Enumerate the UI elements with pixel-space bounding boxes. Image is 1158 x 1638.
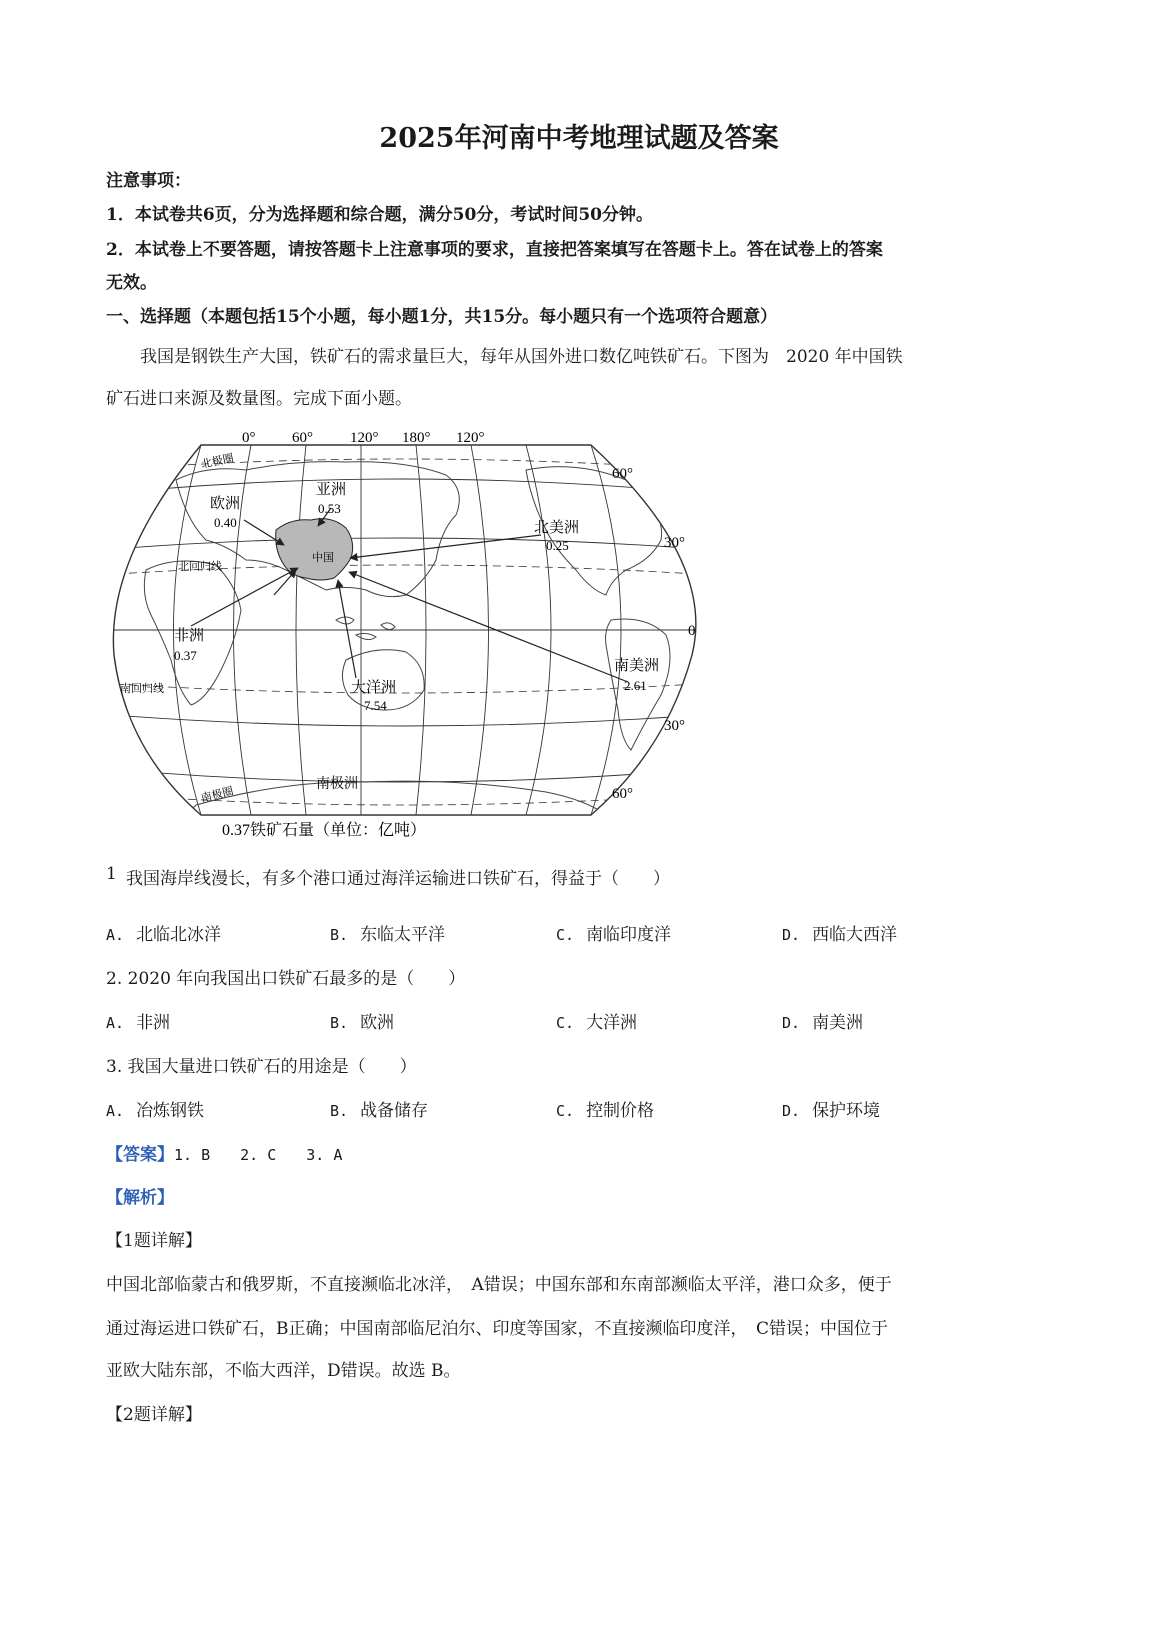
lat-label: 60° [612,786,633,802]
map-legend: 0.37铁矿石量（单位：亿吨） [222,822,427,839]
source-name-south-america: 南美洲 [614,658,660,674]
q2-option-c: C. 大洋洲 [556,1013,638,1033]
q2-option-d: D. 南美洲 [782,1013,864,1033]
section-heading: 一、选择题（本题包括15个小题，每小题1分，共15分。每小题只有一个选项符合题意） [106,307,778,327]
q3-option-c: C. 控制价格 [556,1101,655,1121]
source-name-north-america: 北美洲 [534,520,580,536]
source-name-africa: 非洲 [174,628,205,644]
tropic-north-label: 北回归线 [178,561,222,573]
source-value-south-america: 2.61 [624,678,647,693]
source-value-oceania: 7.54 [364,698,387,713]
intro-text-cont: 矿石进口来源及数量图。完成下面小题。 [106,389,412,409]
source-name-asia: 亚洲 [316,482,347,498]
iron-ore-import-map [106,420,726,850]
china-label: 中国 [312,552,334,564]
lon-label: 60° [292,430,313,446]
lat-label: 60° [612,466,633,482]
analysis-tag: 【解析】 [106,1188,174,1208]
q2-option-b: B. 欧洲 [330,1013,395,1033]
q1-option-d: D. 西临大西洋 [782,925,898,945]
source-value-north-america: 0.25 [546,538,569,553]
q1-stem: 我国海岸线漫长，有多个港口通过海洋运输进口铁矿石，得益于（ ） [126,869,670,889]
intro-text: 我国是钢铁生产大国，铁矿石的需求量巨大，每年从国外进口数亿吨铁矿石。下图为 2020 年中国铁 [140,347,903,367]
arctic-circle-label: 北极圈 [200,452,235,471]
page-title: 2025年河南中考地理试题及答案 [379,123,779,154]
q2-stem: 2. 2020 年向我国出口铁矿石最多的是（ ） [106,969,466,989]
source-name-europe: 欧洲 [210,496,241,512]
source-value-europe: 0.40 [214,515,237,530]
lon-label: 180° [402,430,431,446]
source-value-africa: 0.37 [174,648,197,663]
q3-option-d: D. 保护环境 [782,1101,881,1121]
source-value-asia: 0.53 [318,501,341,516]
source-name-oceania: 大洋洲 [351,680,397,696]
answer-value: 1. B 2. C 3. A [174,1146,343,1164]
antarctic-circle-label: 南极圈 [199,785,235,805]
lon-label: 120° [456,430,485,446]
q3-stem: 3. 我国大量进口铁矿石的用途是（ ） [106,1057,417,1077]
detail-1-line-2: 通过海运进口铁矿石，B正确；中国南部临尼泊尔、印度等国家，不直接濒临印度洋， C错误；中国位于 [106,1319,888,1339]
lat-label: 0 [688,623,696,639]
notice-item-2-cont: 无效。 [106,273,157,293]
detail-1-heading: 【1题详解】 [106,1231,202,1251]
q1-option-b: B. 东临太平洋 [330,925,446,945]
lon-label: 120° [350,430,379,446]
detail-1-line-3: 亚欧大陆东部，不临大西洋，D错误。故选 B。 [106,1361,461,1381]
tropic-south-label: 南回归线 [120,683,164,695]
q1-option-c: C. 南临印度洋 [556,925,672,945]
notice-item-1: 1．本试卷共6页，分为选择题和综合题，满分50分，考试时间50分钟。 [106,205,653,225]
notice-item-2: 2．本试卷上不要答题，请按答题卡上注意事项的要求，直接把答案填写在答题卡上。答在试卷上的答案 [106,240,883,260]
answer-line [106,1140,342,1165]
answer-tag: 【答案】 [106,1145,174,1165]
antarctica-label: 南极洲 [316,777,358,792]
detail-2-heading: 【2题详解】 [106,1405,202,1425]
detail-1-line-1: 中国北部临蒙古和俄罗斯，不直接濒临北冰洋， A错误；中国东部和东南部濒临太平洋，港口众多，便于 [106,1275,892,1295]
q1-option-a: A. 北临北冰洋 [106,925,222,945]
lon-label: 0° [242,430,256,446]
q3-option-a: A. 冶炼钢铁 [106,1101,205,1121]
q1-number: 1 [106,864,117,884]
q2-option-a: A. 非洲 [106,1013,171,1033]
q3-option-b: B. 战备储存 [330,1101,429,1121]
notice-heading: 注意事项： [106,171,191,191]
lat-label: 30° [664,535,685,551]
lat-label: 30° [664,718,685,734]
